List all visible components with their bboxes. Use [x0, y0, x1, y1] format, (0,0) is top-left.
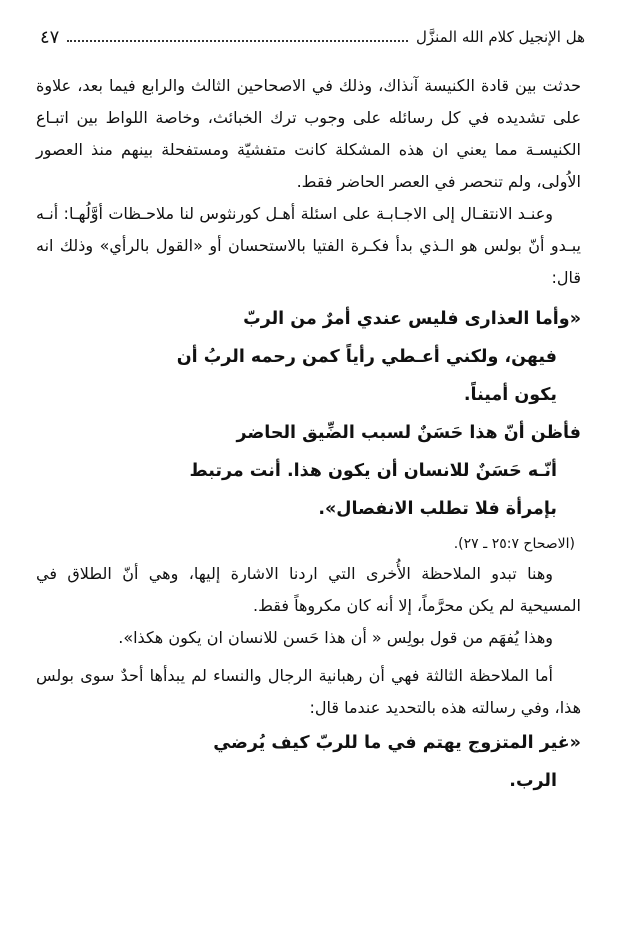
quote-line: بإمرأة فلا تطلب الانفصال».	[318, 499, 557, 519]
quote-line: فأظن أنّ هذا حَسَنٌ لسبب الضِّيق الحاضر	[236, 423, 581, 443]
page-header	[40, 22, 585, 52]
paragraph: وعنـد الانتقـال إلى الاجـابـة على اسئلة أهـل كورنثوس لنا ملاحـظات أوَّلُهـا: أنـه يبـدو أنّ بولس هو الـذي بدأ فكـرة الفتيا بالاستحسان أو «القول بالرأي» وذلك انه قال:	[36, 204, 581, 287]
quote-line: فيهن، ولكني أعـطي رأياً كمن رحمه الربُ أن	[176, 347, 557, 367]
quote-line: أنّـه حَسَنٌ للانسان أن يكون هذا. أنت مرتبط	[189, 461, 557, 481]
running-title: هل الإنجيل كلام الله المنزَّل	[415, 28, 585, 46]
quote-line: «غير المتزوج يهتم في ما للربّ كيف يُرضي	[213, 733, 581, 753]
page-body	[36, 70, 581, 800]
header-dot-leader	[67, 40, 408, 42]
scripture-reference: (الاصحاح ٢٥:٧ ـ ٢٧).	[453, 536, 575, 552]
quote-line: «وأما العذارى فليس عندي أمرٌ من الربّ	[243, 309, 581, 329]
paragraph: وهذا يُفهَم من قول بولِس « أن هذا حَسن للانسان ان يكون هكذا».	[118, 628, 553, 647]
page-number: ٤٧	[40, 26, 60, 48]
quote-line: الرب.	[509, 771, 557, 791]
paragraph: أما الملاحظة الثالثة فهي أن رهبانية الرجال والنساء لم يبدأها أحدٌ سوى بولس هذا، وفي رسالته هذه بالتحديد عندما قال:	[36, 666, 581, 717]
quote-line: يكون أميناً.	[463, 385, 557, 405]
paragraph: حدثت بين قادة الكنيسة آنذاك، وذلك في الاصحاحين الثالث والرابع فيما بعد، علاوة على تشديده في كل رسائله على وجوب ترك الخبائث، وخاصة اللواط بين اتبـاع الكنيسـة مما يعني ان هذه المشكلة كانت متفشيّة ومستفحلة بينهم منذ العصور الاُولى، ولم تنحصر في العصر الحاضر فقط.	[36, 76, 581, 191]
paragraph: وهنا تبدو الملاحظة الأُخرى التي اردنا الاشارة إليها، وهي أنّ الطلاق في المسيحية لم يكن محرَّماً، إلا أنه كان مكروهاً فقط.	[36, 564, 581, 615]
